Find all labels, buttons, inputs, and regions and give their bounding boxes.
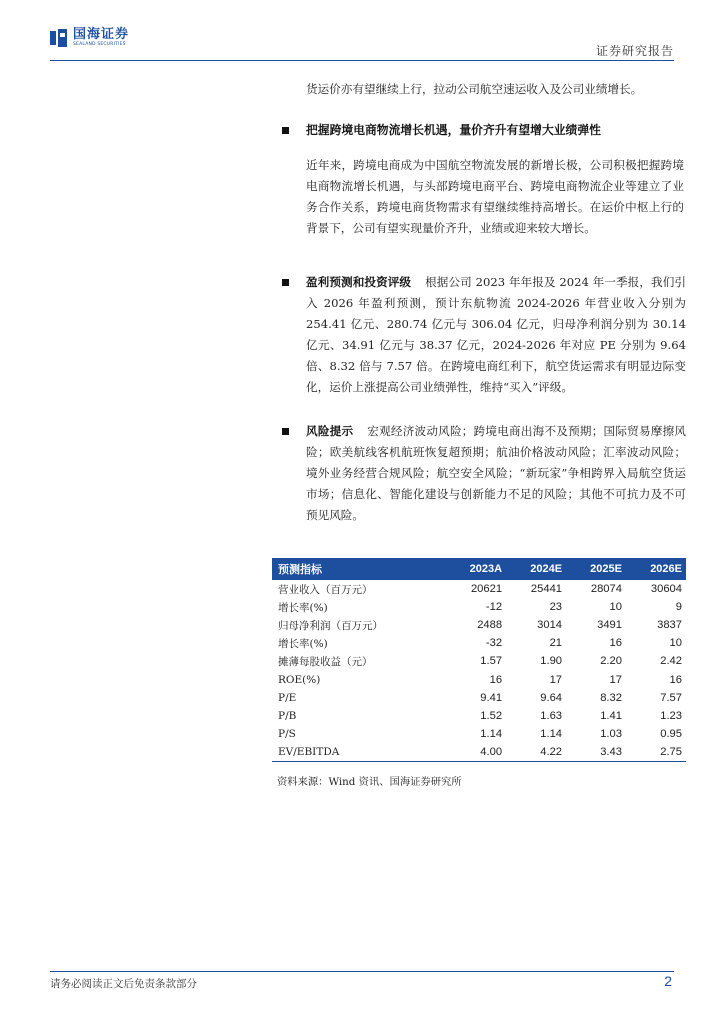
report-type-label: 证券研究报告: [595, 44, 674, 58]
table-body: [272, 580, 686, 761]
table-header-row: [272, 558, 686, 580]
table-header-cell: 2025E: [566, 558, 626, 580]
row-value: 21: [549, 637, 563, 650]
table-row: [272, 634, 686, 652]
row-value: 9.41: [480, 691, 503, 704]
page-number: 2: [664, 973, 672, 989]
row-value: 16: [609, 637, 622, 650]
section-forecast-title: 盈利预测和投资评级: [306, 275, 412, 289]
row-value: 2.75: [626, 743, 686, 762]
section-opportunity: [282, 120, 601, 141]
row-label: 摊薄每股收益（元）: [278, 655, 373, 668]
table-source-note: 资料来源：Wind 资讯、国海证券研究所: [277, 776, 462, 788]
bullet-square-icon: [282, 428, 289, 435]
table-row: [272, 598, 686, 616]
row-value: 28074: [590, 583, 622, 596]
row-value: 23: [549, 601, 563, 614]
section-opportunity-text: 近年来，跨境电商成为中国航空物流发展的新增长极，公司积极把握跨境电商物流增长机遇，与头部跨境电商平台、跨境电商物流企业等建立了业务合作关系，跨境电商货物需求有望继续维持高增长。在运价中枢上行的背景下，公司有望实现量价齐升，业绩或迎来较大增长。: [306, 158, 684, 235]
row-value: 1.41: [600, 709, 622, 722]
table-header-cell: 2023A: [445, 558, 506, 580]
header-divider: [50, 60, 674, 61]
row-value: -12: [485, 601, 503, 614]
logo-en-text: SEALAND SECURITIES: [73, 42, 126, 47]
row-value: 1.14: [480, 727, 503, 740]
footer-divider: [50, 971, 674, 972]
row-value: 2.20: [600, 655, 622, 668]
table-header-cell: 2026E: [626, 558, 686, 580]
row-value: 17: [549, 673, 563, 686]
row-value: 4.22: [506, 743, 566, 762]
section-risk: [282, 421, 686, 526]
table-row: [272, 725, 686, 743]
row-value: 9.64: [540, 691, 563, 704]
row-value: 8.32: [600, 691, 622, 704]
row-value: 1.03: [600, 727, 622, 740]
row-label: 增长率(%): [278, 601, 328, 614]
row-label: P/S: [278, 727, 296, 740]
row-value: 7.57: [660, 691, 682, 704]
table-row: [272, 743, 686, 762]
row-value: 10: [669, 637, 682, 650]
row-label: 归母净利润（百万元）: [278, 619, 383, 632]
row-label: 增长率(%): [278, 637, 328, 650]
intro-paragraph: 货运价亦有望继续上行，拉动公司航空速运收入及公司业绩增长。: [306, 82, 643, 96]
row-value: 3014: [537, 619, 563, 632]
row-value: 0.95: [660, 727, 682, 740]
bullet-square-icon: [282, 127, 289, 134]
table-header-cell: 预测指标: [272, 558, 445, 580]
table-row: [272, 689, 686, 707]
row-value: -32: [485, 637, 503, 650]
row-value: 1.52: [480, 709, 503, 722]
row-value: 1.14: [540, 727, 563, 740]
section-forecast: [282, 272, 686, 398]
row-value: 1.90: [540, 655, 563, 668]
logo-mark-icon: [50, 29, 68, 47]
row-value: 20621: [470, 583, 503, 596]
logo-cn-text: 国海证券: [73, 27, 130, 42]
row-value: 4.00: [445, 743, 506, 762]
section-opportunity-title: 把握跨境电商物流增长机遇，量价齐升有望增大业绩弹性: [306, 123, 601, 137]
table-row: [272, 707, 686, 725]
row-value: 1.57: [480, 655, 503, 668]
section-risk-title: 风险提示: [306, 424, 354, 438]
row-value: 30604: [650, 583, 682, 596]
row-value: 3837: [657, 619, 682, 632]
footer-disclaimer: 请务必阅读正文后免责条款部分: [50, 978, 197, 990]
forecast-table: [272, 558, 686, 762]
row-value: 1.23: [660, 709, 682, 722]
row-value: 3.43: [566, 743, 626, 762]
row-value: 10: [609, 601, 622, 614]
row-label: P/B: [278, 709, 297, 722]
row-value: 3491: [597, 619, 622, 632]
company-logo: [50, 28, 129, 48]
row-value: 25441: [530, 583, 563, 596]
bullet-square-icon: [282, 279, 289, 286]
row-label: 营业收入（百万元）: [278, 583, 373, 596]
row-value: 2488: [477, 619, 503, 632]
table-row: [272, 616, 686, 634]
row-value: 16: [489, 673, 503, 686]
row-label: ROE(%): [278, 673, 321, 686]
row-value: 9: [675, 601, 682, 614]
row-label: P/E: [278, 691, 297, 704]
table-row: [272, 580, 686, 598]
table-row: [272, 652, 686, 670]
table-header-cell: 2024E: [506, 558, 566, 580]
page-header: [50, 28, 674, 58]
table-row: [272, 670, 686, 688]
row-value: 16: [669, 673, 682, 686]
row-value: 1.63: [540, 709, 563, 722]
section-forecast-text: 根据公司 2023 年年报及 2024 年一季报，我们引入 2026 年盈利预测，预计东航物流 2024-2026 年营业收入分别为 254.41 亿元、280.74 亿元与 306.04 亿元，归母净利润分别为 30.14 亿元、34.91 亿元与 38.37 亿元，2024-2026 年对应 PE 分别为 9.64 倍、8.32 倍与 7.57 倍。在跨境电商红利下，航空货运需求有明显边际变化，运价上涨提高公司业绩弹性，维持“买入”评级。: [306, 275, 686, 394]
row-value: 17: [609, 673, 622, 686]
row-label: EV/EBITDA: [272, 743, 445, 762]
row-value: 2.42: [660, 655, 682, 668]
section-risk-text: 宏观经济波动风险；跨境电商出海不及预期；国际贸易摩擦风险；欧美航线客机航班恢复超预期；航油价格波动风险；汇率波动风险；境外业务经营合规风险；航空安全风险；“新玩家”争相跨界入局航空货运市场；信息化、智能化建设与创新能力不足的风险；其他不可抗力及不可预见风险。: [306, 424, 686, 522]
